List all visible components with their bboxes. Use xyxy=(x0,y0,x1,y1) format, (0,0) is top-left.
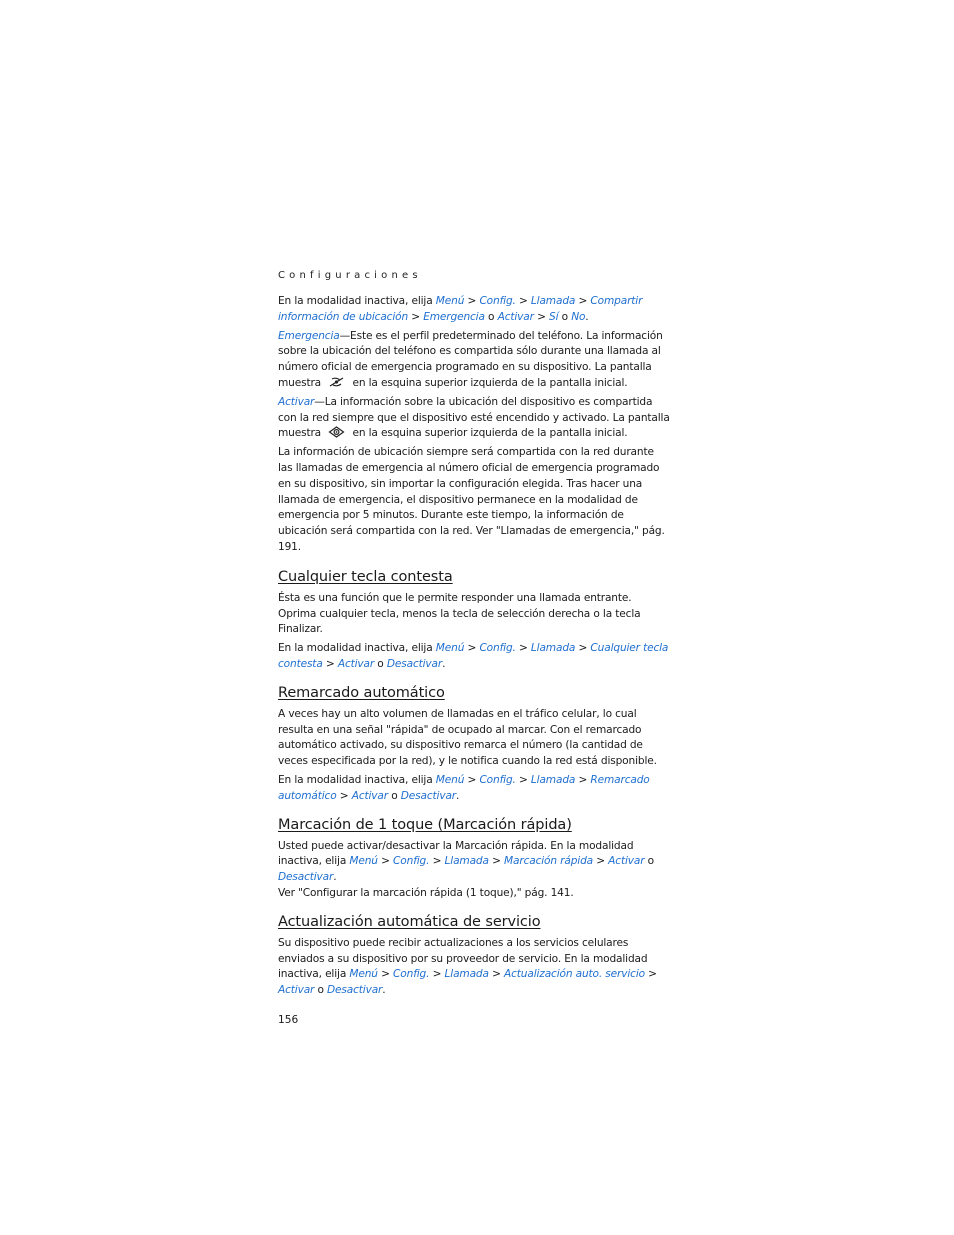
menu-path-item: Emergencia xyxy=(423,310,485,323)
location-active-icon xyxy=(328,426,345,438)
menu-path-item: Config. xyxy=(393,968,430,981)
remarcado-path: En la modalidad inactiva, elija Menú > Config. > Llamada > Remarcado automático > Activar o Desactivar. xyxy=(278,773,650,802)
section-heading-actualizacion: Actualización automática de servicio xyxy=(278,913,541,930)
menu-path-item: Menú xyxy=(349,968,378,981)
menu-path-item: Activar xyxy=(497,310,534,323)
menu-path-item: Menú xyxy=(435,295,465,307)
menu-path-item: Activar xyxy=(278,395,315,408)
menu-path-item: Remarcado automático xyxy=(278,773,650,802)
menu-path-item: Llamada xyxy=(530,773,576,786)
marcacion-path: Usted puede activar/desactivar la Marcación rápida. En la modalidad inactiva, elija Menú > Config. > Llamada > Marcación rápida > Activar o Desactivar. xyxy=(278,839,654,884)
actualizacion-path: Su dispositivo puede recibir actualizaciones a los servicios celulares enviados a su dispositivo por su proveedor de servicio. En la modalidad inactiva, elija Menú > Config. > Llamada > Actualización auto. servicio > Activar o Desactivar. xyxy=(278,936,657,997)
menu-path-item: Activar xyxy=(337,657,375,670)
menu-path-item: No xyxy=(571,310,586,323)
menu-path-item: Activar xyxy=(351,789,388,802)
menu-path-item: Config. xyxy=(479,642,516,655)
location-emergency-icon xyxy=(328,376,345,388)
menu-path-item: Menú xyxy=(435,642,465,655)
cualquier-path: En la modalidad inactiva, elija Menú > Config. > Llamada > Cualquier tecla contesta > Activar o Desactivar. xyxy=(278,642,669,670)
page-content xyxy=(278,270,670,1026)
activar-paragraph: Activar—La información sobre la ubicación del dispositivo es compartida con la red siempre que el dispositivo esté encendido y activado. La pantalla muestra en la esquina superior izquierda de la pantalla inicial. xyxy=(278,395,670,440)
menu-path-item: Config. xyxy=(479,295,516,307)
menu-path-item: Desactivar xyxy=(400,789,456,802)
menu-path-item: Config. xyxy=(479,773,516,786)
menu-path-item: Menú xyxy=(349,855,378,868)
info-paragraph: La información de ubicación siempre será compartida con la red durante las llamadas de emergencia al número oficial de emergencia programado en su dispositivo, sin importar la configuración elegida. Tras hacer una llamada de emergencia, el dispositivo permanece en la modalidad de emergencia por 5 minutos. Durante este tiempo, la información de ubicación será compartida con la red. Ver "Llamadas de emergencia," pág. 191. xyxy=(278,446,665,553)
menu-path-item: Emergencia xyxy=(278,329,340,342)
menu-path-item: Desactivar xyxy=(386,657,443,670)
menu-path-item: Sí xyxy=(549,310,559,323)
menu-path-item: Llamada xyxy=(530,295,576,307)
section-heading-marcacion: Marcación de 1 toque (Marcación rápida) xyxy=(278,816,572,833)
page-number: 156 xyxy=(278,1013,299,1026)
menu-path-item: Llamada xyxy=(444,968,489,981)
menu-path-item: Cualquier tecla contesta xyxy=(278,642,669,670)
intro-paragraph: En la modalidad inactiva, elija Menú > Config. > Llamada > Compartir información de ubicación > Emergencia o Activar > Sí o No. xyxy=(278,295,643,323)
emergencia-paragraph: Emergencia—Este es el perfil predeterminado del teléfono. La información sobre la ubicación del teléfono es compartida sólo durante una llamada al número oficial de emergencia programado en su dispositivo. La pantalla muestra en la esquina superior izquierda de la pantalla inicial. xyxy=(278,329,663,389)
menu-path-item: Config. xyxy=(393,855,430,868)
menu-path-item: Actualización auto. servicio xyxy=(504,968,645,981)
running-header: Configuraciones xyxy=(278,270,422,281)
remarcado-desc: A veces hay un alto volumen de llamadas en el tráfico celular, lo cual resulta en una señal "rápida" de ocupado al marcar. Con el remarcado automático activado, su dispositivo remarca el número (la cantidad de veces especificada por la red), y le notifica cuando la red está disponible. xyxy=(278,707,657,768)
menu-path-item: Menú xyxy=(435,773,465,786)
menu-path-item: Marcación rápida xyxy=(504,855,593,868)
menu-path-item: Desactivar xyxy=(327,984,383,997)
cualquier-desc: Ésta es una función que le permite responder una llamada entrante. Oprima cualquier tecla, menos la tecla de selección derecha o la tecla Finalizar. xyxy=(278,591,641,636)
menu-path-item: Desactivar xyxy=(278,871,334,884)
menu-path-item: Activar xyxy=(278,984,315,997)
section-heading-remarcado: Remarcado automático xyxy=(278,684,445,701)
menu-path-item: Llamada xyxy=(444,855,489,868)
menu-path-item: Activar xyxy=(608,855,645,868)
section-heading-cualquier-tecla: Cualquier tecla contesta xyxy=(278,568,453,585)
menu-path-item: Llamada xyxy=(530,642,576,655)
menu-path-item: Compartir información de ubicación xyxy=(278,295,643,323)
marcacion-reference: Ver "Configurar la marcación rápida (1 toque)," pág. 141. xyxy=(278,886,574,899)
